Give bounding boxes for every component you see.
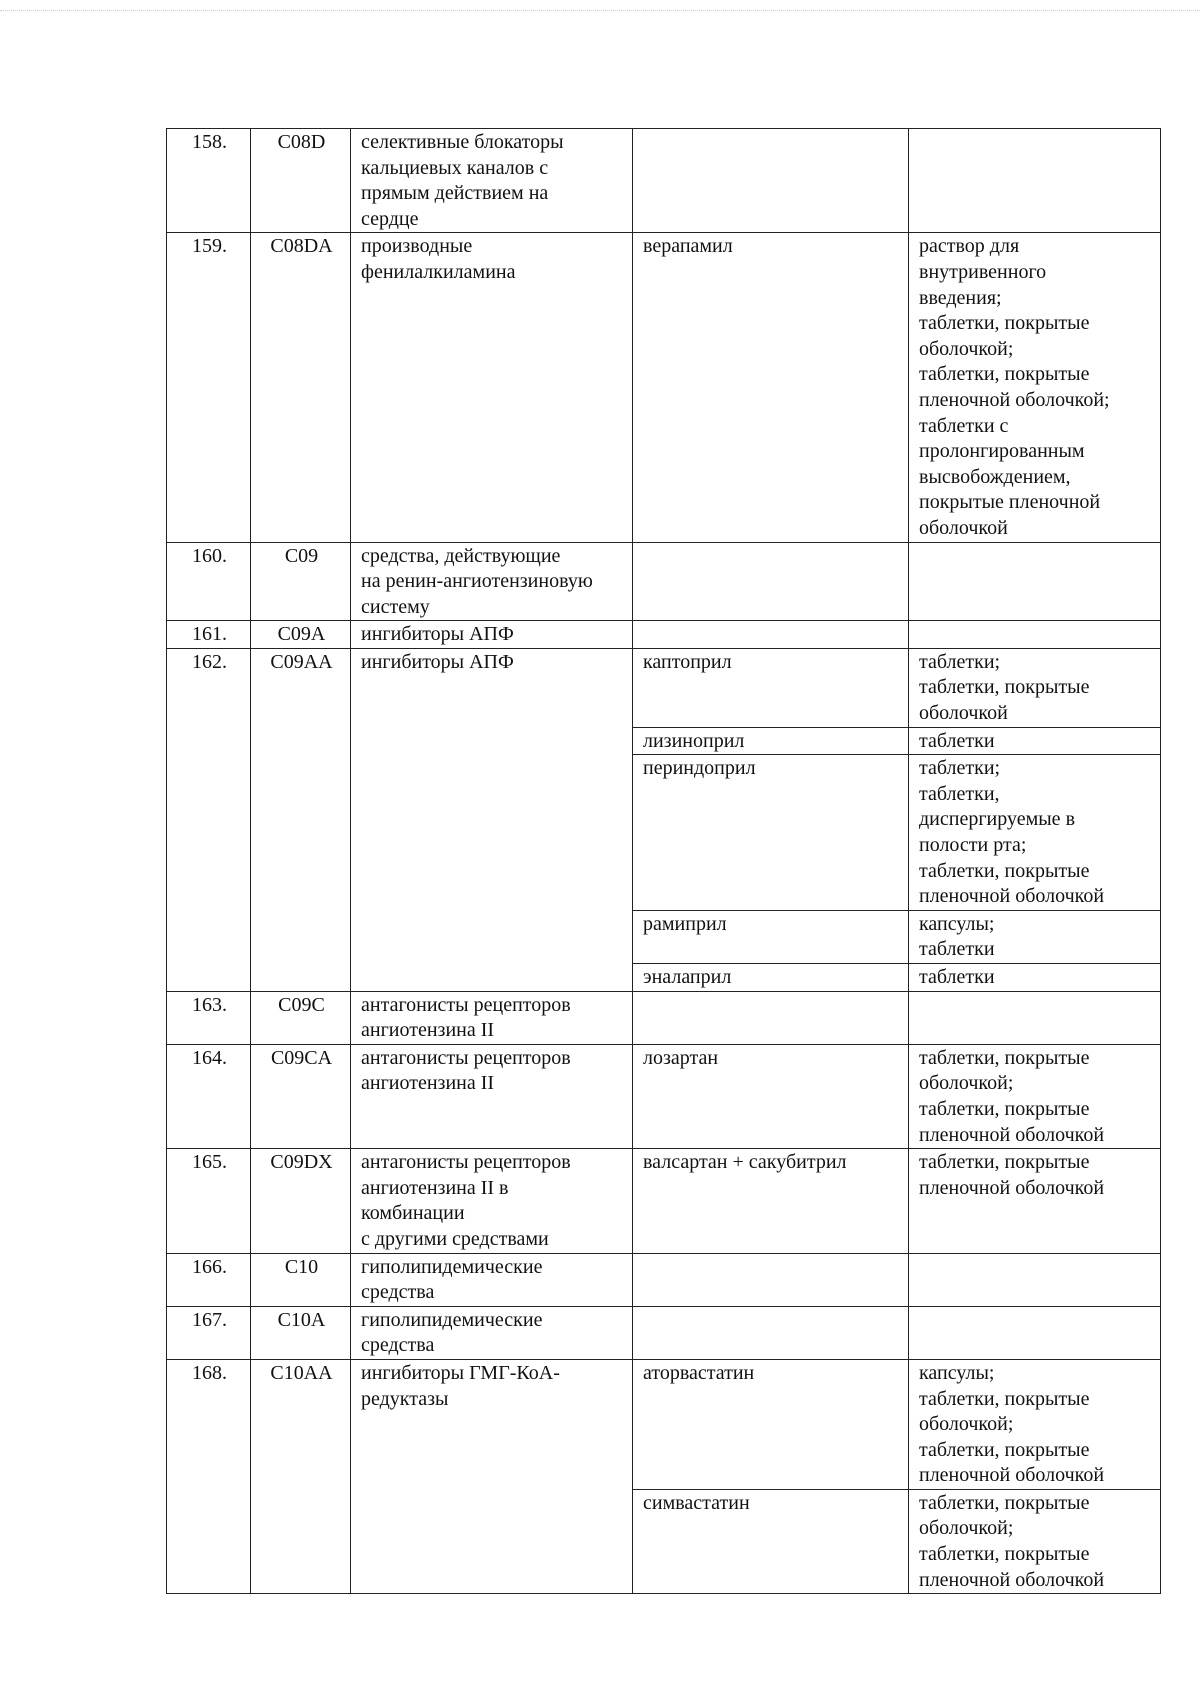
table-row (167, 991, 1161, 1044)
table-row (167, 542, 1161, 621)
dosage-forms (909, 129, 1161, 233)
atx-code: C09AA (251, 648, 351, 991)
row-number: 167. (167, 1306, 251, 1359)
atx-code: C08DA (251, 233, 351, 542)
drug-name (633, 1306, 909, 1359)
group-name: антагонисты рецепторов ангиотензина II (351, 1044, 633, 1148)
drug-name (633, 621, 909, 649)
row-number: 163. (167, 991, 251, 1044)
dosage-forms: таблетки; таблетки, покрытые оболочкой (909, 648, 1161, 727)
group-name: антагонисты рецепторов ангиотензина II в комбинации с другими средствами (351, 1149, 633, 1253)
drug-name: аторвастатин (633, 1359, 909, 1489)
group-name: селективные блокаторы кальциевых каналов с прямым действием на сердце (351, 129, 633, 233)
table-row (167, 1359, 1161, 1489)
drug-name (633, 991, 909, 1044)
drug-name (633, 1253, 909, 1306)
dosage-forms (909, 621, 1161, 649)
drug-name: лозартан (633, 1044, 909, 1148)
drug-list-table (166, 128, 1161, 1594)
group-name: средства, действующие на ренин-ангиотензиновую систему (351, 542, 633, 621)
atx-code: C09CA (251, 1044, 351, 1148)
dosage-forms: таблетки, покрытые оболочкой; таблетки, покрытые пленочной оболочкой (909, 1044, 1161, 1148)
table-row (167, 1306, 1161, 1359)
group-name: производные фенилалкиламина (351, 233, 633, 542)
dosage-forms (909, 542, 1161, 621)
dosage-forms (909, 991, 1161, 1044)
atx-code: C09DX (251, 1149, 351, 1253)
group-name: ингибиторы АПФ (351, 621, 633, 649)
row-number: 164. (167, 1044, 251, 1148)
dosage-forms: капсулы; таблетки (909, 910, 1161, 963)
dosage-forms: таблетки (909, 964, 1161, 992)
drug-name (633, 129, 909, 233)
atx-code: C10A (251, 1306, 351, 1359)
group-name: гиполипидемические средства (351, 1306, 633, 1359)
drug-name: периндоприл (633, 755, 909, 911)
drug-name: рамиприл (633, 910, 909, 963)
table-row (167, 1253, 1161, 1306)
group-name: ингибиторы ГМГ-КоА- редуктазы (351, 1359, 633, 1593)
dosage-forms (909, 1253, 1161, 1306)
drug-name (633, 542, 909, 621)
row-number: 159. (167, 233, 251, 542)
table-row (167, 1149, 1161, 1253)
row-number: 162. (167, 648, 251, 991)
dosage-forms: раствор для внутривенного введения; таблетки, покрытые оболочкой; таблетки, покрытые пленочной оболочкой; таблетки с пролонгированным высвобождением, покрытые пленочной оболочкой (909, 233, 1161, 542)
drug-name: валсартан + сакубитрил (633, 1149, 909, 1253)
row-number: 168. (167, 1359, 251, 1593)
drug-name: симвастатин (633, 1489, 909, 1593)
dosage-forms: таблетки; таблетки, диспергируемые в полости рта; таблетки, покрытые пленочной оболочкой (909, 755, 1161, 911)
dosage-forms: капсулы; таблетки, покрытые оболочкой; таблетки, покрытые пленочной оболочкой (909, 1359, 1161, 1489)
row-number: 166. (167, 1253, 251, 1306)
atx-code: C09 (251, 542, 351, 621)
row-number: 158. (167, 129, 251, 233)
row-number: 161. (167, 621, 251, 649)
atx-code: C10AA (251, 1359, 351, 1593)
dosage-forms (909, 1306, 1161, 1359)
dosage-forms: таблетки, покрытые пленочной оболочкой (909, 1149, 1161, 1253)
atx-code: C09C (251, 991, 351, 1044)
table-row (167, 648, 1161, 727)
row-number: 160. (167, 542, 251, 621)
atx-code: C08D (251, 129, 351, 233)
scan-edge-line (0, 10, 1200, 11)
drug-name: лизиноприл (633, 727, 909, 755)
drug-name: верапамил (633, 233, 909, 542)
drug-list-body (167, 129, 1161, 1594)
group-name: гиполипидемические средства (351, 1253, 633, 1306)
table-row (167, 621, 1161, 649)
table-row (167, 129, 1161, 233)
dosage-forms: таблетки, покрытые оболочкой; таблетки, покрытые пленочной оболочкой (909, 1489, 1161, 1593)
drug-name: эналаприл (633, 964, 909, 992)
atx-code: C10 (251, 1253, 351, 1306)
dosage-forms: таблетки (909, 727, 1161, 755)
row-number: 165. (167, 1149, 251, 1253)
group-name: антагонисты рецепторов ангиотензина II (351, 991, 633, 1044)
table-row (167, 233, 1161, 542)
atx-code: C09A (251, 621, 351, 649)
group-name: ингибиторы АПФ (351, 648, 633, 991)
table-row (167, 1044, 1161, 1148)
drug-name: каптоприл (633, 648, 909, 727)
